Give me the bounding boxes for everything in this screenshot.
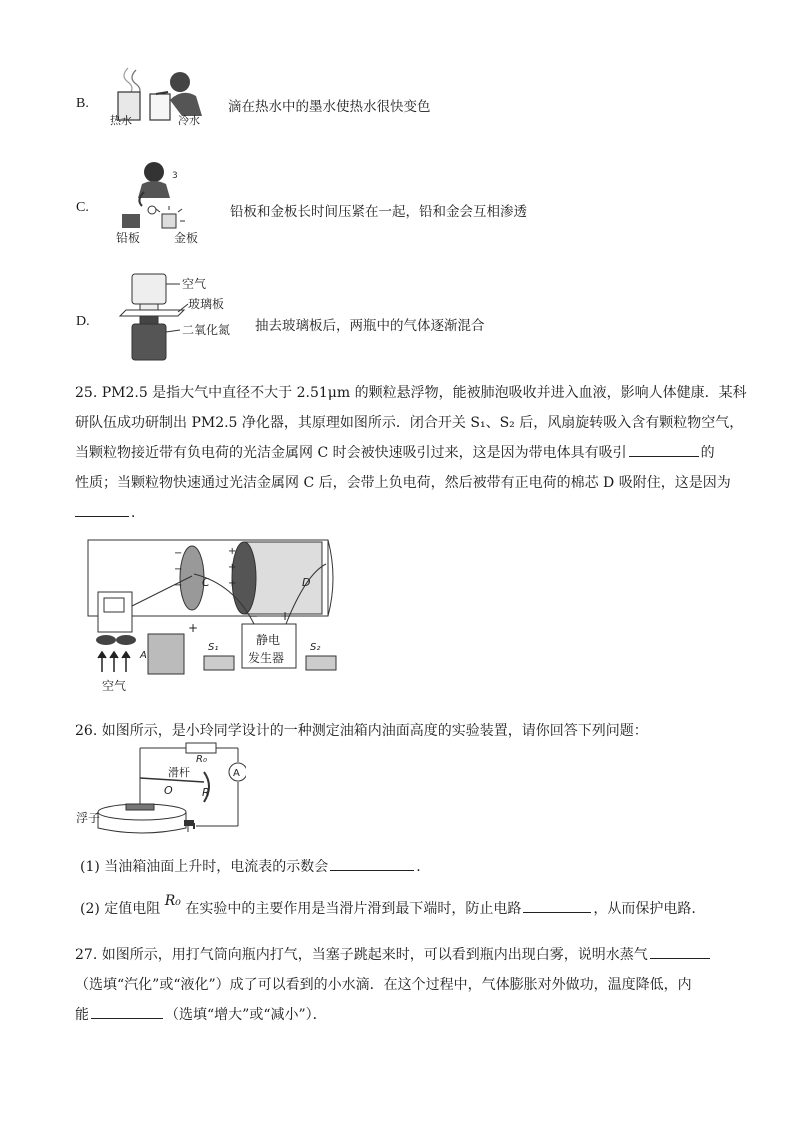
q26-sub2-text-b: 在实验中的主要作用是当滑片滑到最下端时，防止电路 (185, 901, 522, 917)
ammeter-label: A (233, 768, 240, 779)
q27-line3a: 能 (75, 1007, 89, 1023)
q25-blank2[interactable] (75, 502, 129, 517)
q25-line1: 25. PM2.5 是指大气中直径不大于 2.51μm 的颗粒悬浮物，能被肺泡吸收并进入血液，影响人体健康．某科 (75, 385, 747, 401)
mesh-c-label: C (202, 576, 210, 589)
switch-s2-label: S₂ (310, 642, 321, 653)
generator-label-2: 发生器 (248, 651, 285, 665)
q27-line1: 27. 如图所示，用打气筒向瓶内打气，当塞子跳起来时，可以看到瓶内出现白雾，说明水蒸气 (75, 947, 648, 963)
r0-figure-label: R₀ (196, 754, 207, 765)
lead-plate-label: 铅板 (116, 231, 141, 245)
gen-minus: − (248, 609, 259, 623)
svg-text:−: − (174, 564, 183, 575)
q27-line2: （选填“汽化”或“液化”）成了可以看到的小水滴．在这个过程中，气体膨胀对外做功，温度降低，内 (75, 977, 692, 993)
intake-air-label: 空气 (102, 679, 127, 693)
q26-line1: 26. 如图所示，是小玲同学设计的一种测定油箱内油面高度的实验装置，请你回答下列问题： (75, 723, 648, 739)
air-label: 空气 (182, 277, 207, 291)
q25-line2: 研队伍成功研制出 PM2.5 净化器，其原理如图所示．闭合开关 S₁、S₂ 后，风扇旋转吸入含有颗粒物空气， (75, 415, 744, 431)
q27-text (75, 940, 725, 1030)
option-d-text: 抽去玻璃板后，两瓶中的气体逐渐混合 (255, 318, 485, 334)
q27-line3b: （选填“增大”或“减小”）． (165, 1007, 327, 1023)
q26-sub1-text: 当油箱油面上升时，电流表的示数会 (104, 859, 329, 875)
lead-gold-figure (112, 158, 212, 246)
option-b-text: 滴在热水中的墨水使热水很快变色 (228, 99, 431, 115)
r-figure-label: R (202, 786, 210, 799)
svg-text:−: − (174, 548, 183, 559)
q26-sub1-end: . (416, 859, 421, 875)
svg-text:3: 3 (172, 171, 178, 181)
q25-line3a: 当颗粒物接近带有负电荷的光洁金属网 C 时会被快速吸引过来，这是因为带电体具有吸引 (75, 445, 627, 461)
option-d-letter: D. (76, 314, 90, 329)
q25-text (75, 378, 747, 528)
q25-blank1[interactable] (629, 442, 699, 457)
q26-sub1-num: (1) (80, 859, 100, 875)
option-b-letter: B. (76, 96, 89, 111)
q26-blank2[interactable] (523, 898, 591, 913)
q26-blank1[interactable] (330, 856, 414, 871)
generator-label-1: 静电 (256, 633, 281, 647)
svg-text:+: + (188, 621, 199, 635)
q25-line3b: 的 (700, 445, 715, 461)
battery-a-label: A (140, 650, 147, 661)
svg-text:−: − (174, 580, 183, 591)
cold-water-label: 冷水 (178, 114, 200, 127)
q26-sub2-r0: R₀ (164, 893, 181, 909)
q27-blank1[interactable] (650, 944, 710, 959)
svg-text:+: + (228, 546, 237, 557)
gen-plus: + (280, 609, 291, 623)
svg-text:+: + (228, 562, 237, 573)
option-c-text: 铅板和金板长时间压紧在一起，铅和金会互相渗透 (230, 204, 527, 220)
pivot-o-label: O (164, 784, 173, 797)
hot-water-label: 热水 (110, 114, 132, 127)
gas-diffusion-figure (118, 270, 248, 366)
core-d-label: D (302, 576, 311, 589)
q25-line4: 性质；当颗粒物快速通过光洁金属网 C 后，会带上负电荷，然后被带有正电荷的棉芯 D 吸附住，这是因为 (75, 475, 731, 491)
slider-label: 滑杆 (168, 766, 190, 779)
q26-sub2-num: (2) (80, 901, 100, 917)
glass-plate-label: 玻璃板 (188, 297, 225, 311)
no2-label: 二氧化氮 (182, 323, 231, 337)
q26-sub2 (80, 893, 696, 918)
diffusion-ink-figure (106, 60, 214, 130)
q26-sub2-text-a: 定值电阻 (104, 901, 161, 917)
svg-text:+: + (228, 578, 237, 589)
gold-plate-label: 金板 (174, 231, 199, 245)
q25-line5b: ． (131, 505, 145, 521)
float-label: 浮子 (76, 811, 101, 825)
oil-level-figure (76, 742, 246, 834)
q26-sub2-text-c: ，从而保护电路. (593, 901, 696, 917)
q26-sub1 (80, 856, 421, 876)
option-c-letter: C. (76, 200, 89, 215)
q27-blank2[interactable] (91, 1004, 163, 1019)
switch-s1-label: S₁ (208, 642, 219, 653)
pm25-purifier-figure (84, 536, 344, 696)
